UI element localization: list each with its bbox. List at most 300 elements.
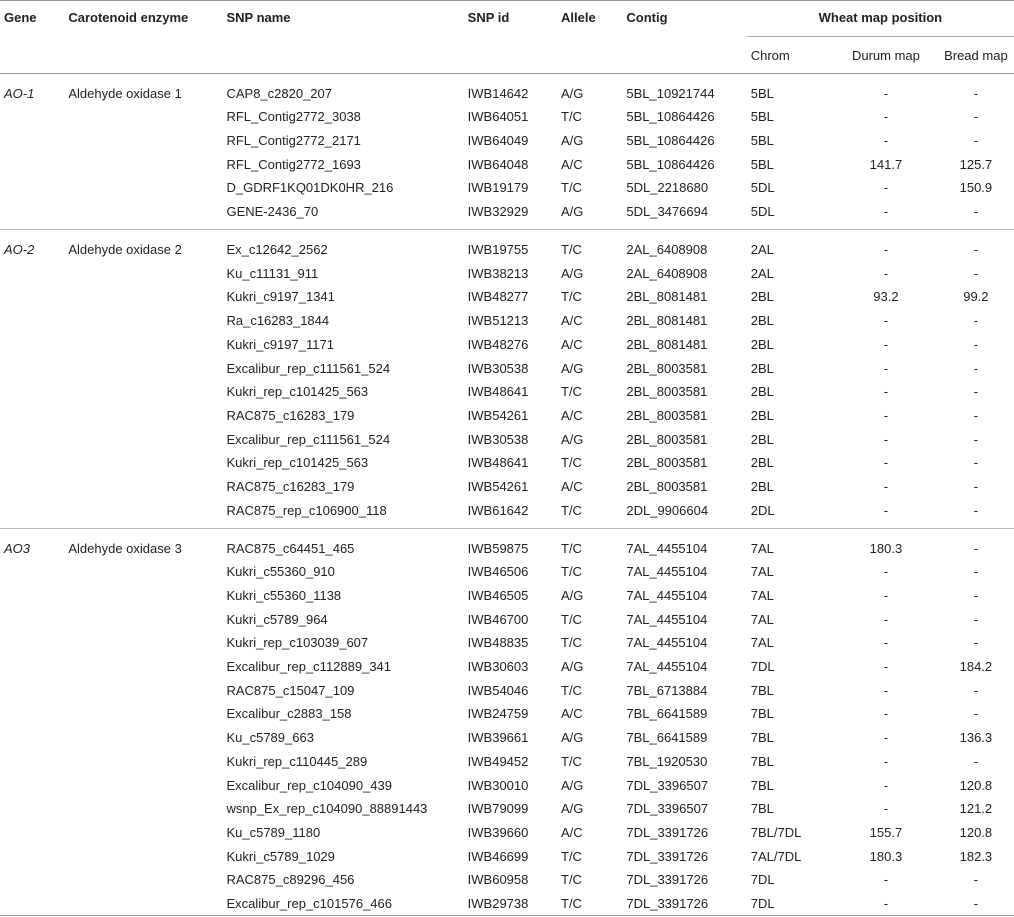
header-row-1 — [0, 1, 1014, 37]
table-row — [0, 584, 1014, 608]
contig-cell: 5BL_10864426 — [626, 156, 715, 172]
bread-map-cell: - — [973, 407, 979, 423]
snp-name-cell: Excalibur_rep_c101576_466 — [226, 892, 467, 916]
allele-cell: A/C — [561, 336, 583, 352]
durum-map-cell: - — [883, 431, 889, 447]
gene-cell — [0, 427, 68, 451]
gene-cell — [0, 333, 68, 357]
enzyme-cell — [68, 475, 226, 499]
table-row — [0, 176, 1014, 200]
contig-cell: 7BL_6713884 — [626, 682, 708, 698]
bread-map-cell: - — [973, 265, 979, 281]
durum-map-cell: 180.3 — [869, 541, 903, 556]
snp-name-cell: Kukri_rep_c103039_607 — [226, 635, 369, 651]
header-gene: Gene — [0, 1, 68, 74]
snp-id-cell: IWB79099 — [467, 801, 529, 817]
snp-id-cell: IWB24759 — [467, 706, 529, 722]
enzyme-cell — [68, 129, 226, 153]
chrom-cell: 7BL — [750, 777, 774, 793]
bread-map-cell: - — [973, 242, 979, 258]
durum-map-cell: - — [883, 242, 889, 258]
durum-map-cell: - — [883, 706, 889, 722]
bread-map-cell: 120.8 — [959, 777, 993, 793]
enzyme-cell — [68, 261, 226, 285]
snp-id-cell: IWB64048 — [467, 156, 529, 172]
enzyme-cell — [68, 773, 226, 797]
allele-cell: T/C — [561, 611, 582, 627]
contig-cell: 2BL_8081481 — [626, 313, 708, 329]
snp-id-cell: IWB14642 — [467, 86, 529, 101]
bread-map-cell: 121.2 — [959, 801, 993, 817]
allele-cell: T/C — [561, 242, 582, 258]
snp-name-cell: Excalibur_c2883_158 — [226, 706, 352, 722]
allele-cell: A/G — [561, 431, 584, 447]
snp-name-cell: Kukri_c55360_910 — [226, 564, 335, 580]
snp-id-cell: IWB19755 — [467, 242, 529, 258]
durum-map-cell: - — [834, 892, 938, 916]
contig-cell: 2BL_8003581 — [626, 431, 708, 447]
enzyme-cell — [68, 678, 226, 702]
chrom-cell: 2BL — [750, 478, 774, 494]
contig-cell: 7BL_1920530 — [626, 753, 708, 769]
gene-cell — [0, 404, 68, 428]
gene-cell — [0, 200, 68, 230]
bread-map-cell: - — [973, 611, 979, 627]
durum-map-cell: - — [883, 384, 889, 400]
table-row — [0, 356, 1014, 380]
contig-cell: 2BL_8003581 — [626, 384, 708, 400]
gene-cell — [0, 631, 68, 655]
bread-map-cell: - — [973, 588, 979, 604]
enzyme-cell — [68, 200, 226, 230]
contig-cell: 7AL_4455104 — [626, 635, 708, 651]
enzyme-cell — [68, 404, 226, 428]
chrom-cell: 5DL — [750, 180, 775, 196]
allele-cell: T/C — [561, 289, 582, 305]
table-row — [0, 892, 1014, 916]
enzyme-cell — [68, 584, 226, 608]
durum-map-cell: - — [883, 360, 889, 376]
allele-cell: T/C — [561, 384, 582, 400]
allele-cell: A/G — [561, 730, 584, 746]
enzyme-cell — [68, 631, 226, 655]
snp-name-cell: Kukri_rep_c101425_563 — [226, 384, 369, 400]
snp-id-cell: IWB46505 — [467, 588, 529, 604]
bread-map-cell: - — [973, 336, 979, 352]
snp-name-cell: Excalibur_rep_c104090_439 — [226, 777, 392, 793]
header-map-position: Wheat map position — [747, 1, 1014, 37]
durum-map-cell: - — [883, 730, 889, 746]
contig-cell: 7DL_3396507 — [626, 777, 709, 793]
snp-id-cell: IWB54046 — [467, 682, 529, 698]
snp-name-cell: RFL_Contig2772_2171 — [226, 133, 361, 149]
enzyme-cell — [68, 655, 226, 679]
durum-map-cell: - — [883, 133, 889, 149]
bread-map-cell: - — [973, 635, 979, 651]
table-row — [0, 200, 1014, 230]
table-row — [0, 285, 1014, 309]
chrom-cell: 5DL — [747, 200, 834, 230]
bread-map-cell: - — [973, 564, 979, 580]
gene-cell: AO3 — [4, 541, 31, 556]
header-chrom: Chrom — [747, 37, 834, 74]
table-row — [0, 773, 1014, 797]
durum-map-cell: - — [883, 564, 889, 580]
enzyme-cell — [68, 451, 226, 475]
bread-map-cell: - — [938, 200, 1014, 230]
chrom-cell: 5BL — [750, 133, 774, 149]
header-allele: Allele — [561, 1, 626, 74]
chrom-cell: 7BL/7DL — [750, 824, 802, 840]
durum-map-cell: - — [883, 86, 889, 101]
snp-id-cell: IWB32929 — [468, 200, 561, 230]
allele-cell: A/G — [561, 588, 584, 604]
contig-cell: 2BL_8003581 — [626, 478, 708, 494]
table-row — [0, 152, 1014, 176]
table-row — [0, 475, 1014, 499]
snp-id-cell: IWB48641 — [467, 384, 529, 400]
table-row — [0, 560, 1014, 584]
gene-cell — [0, 105, 68, 129]
allele-cell: A/G — [561, 86, 584, 101]
bread-map-cell: - — [973, 109, 979, 125]
snp-name-cell: D_GDRF1KQ01DK0HR_216 — [226, 180, 394, 196]
bread-map-cell: - — [973, 872, 979, 888]
snp-name-cell: RFL_Contig2772_1693 — [226, 156, 361, 172]
chrom-cell: 2AL — [750, 242, 774, 258]
table-row — [0, 404, 1014, 428]
contig-cell: 5BL_10921744 — [626, 86, 715, 101]
table-row — [0, 607, 1014, 631]
snp-name-cell: Kukri_c9197_1341 — [226, 289, 335, 305]
allele-cell: T/C — [561, 635, 582, 651]
enzyme-cell — [68, 152, 226, 176]
gene-cell — [0, 356, 68, 380]
chrom-cell: 5BL — [750, 109, 774, 125]
enzyme-cell — [68, 560, 226, 584]
gene-cell — [0, 868, 68, 892]
snp-id-cell: IWB46700 — [467, 611, 529, 627]
bread-map-cell: - — [973, 753, 979, 769]
gene-cell — [0, 309, 68, 333]
snp-id-cell: IWB30603 — [467, 659, 529, 675]
contig-cell: 7DL_3391726 — [626, 824, 709, 840]
chrom-cell: 7AL — [750, 611, 774, 627]
snp-name-cell: CAP8_c2820_207 — [226, 86, 332, 101]
chrom-cell: 7AL — [750, 541, 774, 556]
enzyme-cell: Aldehyde oxidase 3 — [68, 541, 182, 556]
enzyme-cell: Aldehyde oxidase 2 — [68, 242, 182, 258]
durum-map-cell: 93.2 — [873, 289, 899, 305]
chrom-cell: 7AL/7DL — [750, 848, 802, 864]
snp-name-cell: RFL_Contig2772_3038 — [226, 109, 361, 125]
gene-cell — [0, 678, 68, 702]
snp-name-cell: RAC875_c15047_109 — [226, 682, 355, 698]
contig-cell: 5DL_2218680 — [626, 180, 709, 196]
contig-cell: 7BL_6641589 — [626, 706, 708, 722]
chrom-cell: 7BL — [750, 682, 774, 698]
table-row — [0, 261, 1014, 285]
snp-id-cell: IWB64049 — [467, 133, 529, 149]
snp-id-cell: IWB54261 — [467, 478, 529, 494]
contig-cell: 7DL_3391726 — [626, 872, 709, 888]
durum-map-cell: - — [883, 180, 889, 196]
durum-map-cell: - — [883, 455, 889, 471]
snp-id-cell: IWB46699 — [467, 848, 529, 864]
contig-cell: 2DL_9906604 — [626, 498, 746, 528]
table-row — [0, 868, 1014, 892]
chrom-cell: 2DL — [747, 498, 834, 528]
allele-cell: A/G — [561, 200, 626, 230]
chrom-cell: 5BL — [750, 86, 774, 101]
contig-cell: 7AL_4455104 — [626, 564, 708, 580]
snp-name-cell: Kukri_c5789_1029 — [226, 848, 335, 864]
snp-id-cell: IWB46506 — [467, 564, 529, 580]
bread-map-cell: 182.3 — [959, 848, 993, 864]
table-row — [0, 702, 1014, 726]
bread-map-cell: - — [973, 682, 979, 698]
allele-cell: T/C — [561, 682, 582, 698]
table-row — [0, 451, 1014, 475]
bread-map-cell: 150.9 — [959, 180, 993, 196]
snp-id-cell: IWB48277 — [467, 289, 529, 305]
durum-map-cell: - — [883, 336, 889, 352]
contig-cell: 2BL_8003581 — [626, 360, 708, 376]
table-row — [0, 129, 1014, 153]
durum-map-cell: - — [883, 682, 889, 698]
contig-cell: 5DL_3476694 — [626, 200, 746, 230]
gene-cell — [0, 655, 68, 679]
enzyme-cell — [68, 285, 226, 309]
gene-cell — [0, 176, 68, 200]
allele-cell: T/C — [561, 180, 582, 196]
bread-map-cell: 120.8 — [959, 824, 993, 840]
durum-map-cell: - — [883, 313, 889, 329]
durum-map-cell: 141.7 — [869, 156, 903, 172]
gene-cell — [0, 380, 68, 404]
contig-cell: 2BL_8081481 — [626, 336, 708, 352]
allele-cell: A/G — [561, 360, 584, 376]
chrom-cell: 2BL — [750, 360, 774, 376]
enzyme-cell — [68, 750, 226, 774]
enzyme-cell — [68, 821, 226, 845]
contig-cell: 7AL_4455104 — [626, 541, 708, 556]
gene-cell — [0, 797, 68, 821]
durum-map-cell: - — [883, 872, 889, 888]
durum-map-cell: - — [883, 777, 889, 793]
snp-name-cell: Excalibur_rep_c111561_524 — [226, 360, 391, 376]
snp-name-cell: RAC875_c64451_465 — [226, 541, 355, 556]
table-row — [0, 821, 1014, 845]
allele-cell: A/C — [561, 478, 583, 494]
chrom-cell: 2BL — [750, 289, 774, 305]
header-snp-id: SNP id — [468, 1, 561, 74]
chrom-cell: 7BL — [750, 753, 774, 769]
durum-map-cell: - — [883, 801, 889, 817]
snp-name-cell: Kukri_rep_c110445_289 — [226, 753, 368, 769]
gene-cell — [0, 844, 68, 868]
bread-map-cell: - — [973, 706, 979, 722]
chrom-cell: 5BL — [750, 156, 774, 172]
chrom-cell: 7BL — [750, 730, 774, 746]
snp-name-cell: RAC875_rep_c106900_118 — [226, 498, 467, 528]
bread-map-cell: - — [973, 431, 979, 447]
allele-cell: T/C — [561, 872, 582, 888]
gene-cell — [0, 152, 68, 176]
table-row — [0, 750, 1014, 774]
durum-map-cell: - — [883, 635, 889, 651]
enzyme-cell — [68, 498, 226, 528]
enzyme-cell — [68, 105, 226, 129]
chrom-cell: 7BL — [750, 706, 774, 722]
table-row — [0, 726, 1014, 750]
gene-cell: AO-1 — [4, 86, 35, 101]
snp-name-cell: RAC875_c89296_456 — [226, 872, 355, 888]
snp-name-cell: RAC875_c16283_179 — [226, 478, 355, 494]
chrom-cell: 7DL — [750, 659, 775, 675]
contig-cell: 2AL_6408908 — [626, 265, 708, 281]
table-row — [0, 74, 1014, 106]
durum-map-cell: 180.3 — [869, 848, 903, 864]
contig-cell: 7AL_4455104 — [626, 588, 708, 604]
table-row — [0, 655, 1014, 679]
snp-name-cell: Ra_c16283_1844 — [226, 313, 330, 329]
durum-map-cell: - — [883, 407, 889, 423]
durum-map-cell: - — [883, 265, 889, 281]
durum-map-cell: - — [883, 478, 889, 494]
contig-cell: 7DL_3391726 — [626, 892, 746, 916]
gene-cell — [0, 129, 68, 153]
gene-cell — [0, 892, 68, 916]
header-snp-name: SNP name — [226, 1, 467, 74]
gene-cell — [0, 702, 68, 726]
allele-cell: T/C — [561, 541, 582, 556]
chrom-cell: 2AL — [750, 265, 774, 281]
gene-cell — [0, 750, 68, 774]
snp-name-cell: Kukri_rep_c101425_563 — [226, 455, 369, 471]
snp-id-cell: IWB59875 — [467, 541, 529, 556]
allele-cell: T/C — [561, 455, 582, 471]
snp-id-cell: IWB49452 — [467, 753, 529, 769]
snp-id-cell: IWB48641 — [467, 455, 529, 471]
snp-id-cell: IWB51213 — [467, 313, 529, 329]
gene-cell — [0, 584, 68, 608]
chrom-cell: 2BL — [750, 455, 774, 471]
enzyme-cell — [68, 176, 226, 200]
chrom-cell: 7AL — [750, 635, 774, 651]
table-row — [0, 844, 1014, 868]
table-row — [0, 309, 1014, 333]
snp-name-cell: Kukri_c55360_1138 — [226, 588, 342, 604]
allele-cell: A/G — [561, 133, 584, 149]
table-row — [0, 380, 1014, 404]
header-enzyme: Carotenoid enzyme — [68, 1, 226, 74]
gene-cell — [0, 451, 68, 475]
snp-id-cell: IWB30538 — [467, 360, 529, 376]
allele-cell: T/C — [561, 498, 626, 528]
allele-cell: T/C — [561, 109, 582, 125]
table-row — [0, 631, 1014, 655]
contig-cell: 2AL_6408908 — [626, 242, 708, 258]
allele-cell: A/C — [561, 313, 583, 329]
snp-id-cell: IWB54261 — [467, 407, 529, 423]
snp-name-cell: Kukri_c9197_1171 — [226, 336, 334, 352]
gene-cell — [0, 475, 68, 499]
snp-name-cell: Ku_c5789_663 — [226, 730, 314, 746]
gene-cell — [0, 261, 68, 285]
snp-id-cell: IWB64051 — [467, 109, 529, 125]
bread-map-cell: - — [938, 498, 1014, 528]
bread-map-cell: - — [973, 384, 979, 400]
contig-cell: 2BL_8081481 — [626, 289, 708, 305]
allele-cell: T/C — [561, 564, 582, 580]
contig-cell: 5BL_10864426 — [626, 109, 715, 125]
durum-map-cell: - — [883, 109, 889, 125]
snp-id-cell: IWB19179 — [467, 180, 529, 196]
snp-id-cell: IWB39660 — [467, 824, 529, 840]
bread-map-cell: 184.2 — [959, 659, 993, 675]
table-row — [0, 230, 1014, 262]
contig-cell: 2BL_8003581 — [626, 407, 708, 423]
bread-map-cell: - — [973, 541, 979, 556]
snp-name-cell: Ku_c11131_911 — [226, 265, 319, 281]
snp-name-cell: Excalibur_rep_c112889_341 — [226, 659, 392, 675]
allele-cell: A/C — [561, 156, 583, 172]
chrom-cell: 7AL — [750, 564, 774, 580]
enzyme-cell — [68, 356, 226, 380]
snp-id-cell: IWB39661 — [467, 730, 529, 746]
contig-cell: 7DL_3391726 — [626, 848, 709, 864]
contig-cell: 2BL_8003581 — [626, 455, 708, 471]
table-row — [0, 678, 1014, 702]
chrom-cell: 2BL — [750, 384, 774, 400]
bread-map-cell: - — [973, 313, 979, 329]
contig-cell: 7BL_6641589 — [626, 730, 708, 746]
contig-cell: 7AL_4455104 — [626, 659, 708, 675]
enzyme-cell — [68, 844, 226, 868]
contig-cell: 7DL_3396507 — [626, 801, 709, 817]
durum-map-cell: - — [834, 498, 938, 528]
snp-id-cell: IWB60958 — [467, 872, 529, 888]
snp-name-cell: Kukri_c5789_964 — [226, 611, 328, 627]
enzyme-cell — [68, 892, 226, 916]
gene-cell — [0, 498, 68, 528]
chrom-cell: 7DL — [747, 892, 834, 916]
bread-map-cell: 136.3 — [959, 730, 993, 746]
header-contig: Contig — [626, 1, 746, 74]
snp-name-cell: wsnp_Ex_rep_c104090_88891443 — [226, 801, 428, 817]
durum-map-cell: - — [883, 588, 889, 604]
bread-map-cell: - — [938, 892, 1014, 916]
chrom-cell: 7DL — [750, 872, 775, 888]
enzyme-cell — [68, 380, 226, 404]
contig-cell: 7AL_4455104 — [626, 611, 708, 627]
contig-cell: 5BL_10864426 — [626, 133, 715, 149]
chrom-cell: 7AL — [750, 588, 774, 604]
bread-map-cell: - — [973, 86, 979, 101]
bread-map-cell: - — [973, 455, 979, 471]
gene-cell — [0, 773, 68, 797]
durum-map-cell: 155.7 — [869, 824, 903, 840]
allele-cell: A/C — [561, 706, 583, 722]
bread-map-cell: - — [973, 478, 979, 494]
enzyme-cell — [68, 333, 226, 357]
bread-map-cell: 99.2 — [963, 289, 989, 305]
allele-cell: T/C — [561, 753, 582, 769]
snp-name-cell: Ex_c12642_2562 — [226, 242, 328, 258]
allele-cell: A/G — [561, 659, 584, 675]
bread-map-cell: - — [973, 133, 979, 149]
